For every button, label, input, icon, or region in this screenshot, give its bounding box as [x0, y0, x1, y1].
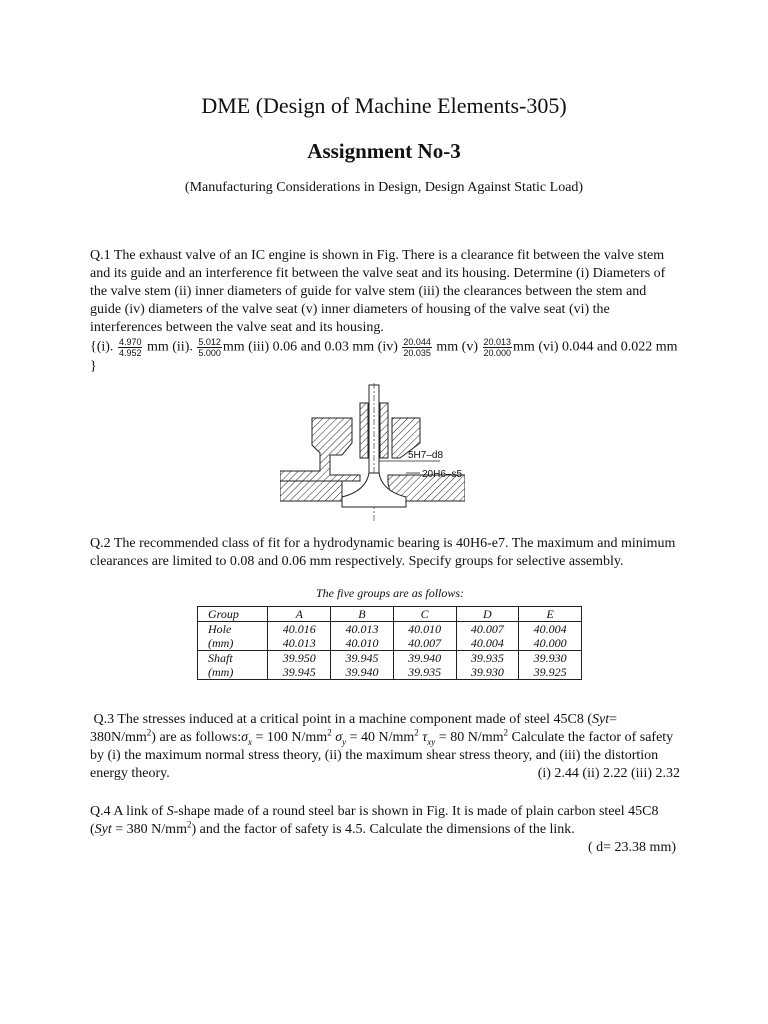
table-cell: 40.007 40.004: [456, 622, 519, 651]
group-a: A: [268, 607, 331, 622]
question-2-text: Q.2 The recommended class of fit for a hydrodynamic bearing is 40H6-e7. The maximum and minimum clearances are limited to 0.08 and 0.06 mm respectively. Specify groups for selective assembly.: [90, 536, 676, 569]
course-title: DME (Design of Machine Elements-305): [201, 93, 567, 118]
table-cell: 39.950 39.945: [268, 651, 331, 680]
question-1-text: Q.1 The exhaust valve of an IC engine is shown in Fig. There is a clearance fit between the valve stem and its guide and an interference fit between the valve seat and its housing. Determine (i) Diameters of the valve stem (ii) inner diameters of guide for valve stem (iii) the clearances between the stem and guide (iv) diameters of the valve seat (v) inner diameters of housing of the valve seat (vi) the interferences between the valve seat and its housing.: [90, 248, 666, 335]
table-cell: 40.004 40.000: [519, 622, 582, 651]
hole-row: [198, 622, 582, 651]
fraction-i: $\frac{4.970}{4.952}$: [118, 337, 142, 358]
group-b: B: [331, 607, 394, 622]
question-3-answer: (i) 2.44 (ii) 2.22 (iii) 2.32: [537, 766, 680, 781]
question-1: [90, 247, 680, 376]
seat-housing-left: [280, 481, 342, 501]
table-cell: 39.945 39.940: [331, 651, 394, 680]
valve-guide-right: [380, 403, 388, 458]
group-c: C: [393, 607, 456, 622]
fraction-ii: $\frac{5.012}{5.000}$: [198, 337, 221, 358]
table-cell: 39.940 39.935: [393, 651, 456, 680]
table-cell: 40.010 40.007: [393, 622, 456, 651]
group-header: Group: [198, 607, 268, 622]
question-2: [90, 535, 680, 571]
assignment-scope: (Manufacturing Considerations in Design, Design Against Static Load): [184, 180, 584, 195]
table-cell: 39.930 39.925: [519, 651, 582, 680]
fraction-v: $\frac{20.013}{20.000}$: [483, 337, 512, 358]
group-e: E: [519, 607, 582, 622]
table-header-row: [198, 607, 582, 622]
question-3-text: Q.3 The stresses induced at a critical point in a machine component made of steel 45C8 $(Syt= 380N/mm^2)$ are as $follows:\sigma_x = 100$ $N/mm^2$ $\sigma_y = 40$ $N/mm^2$ $\tau_{xy} = 80$ $N/mm^2$ Calculate the factor of safety by (i) the maximum normal stress theory, (ii) the maximum shear stress theory, and (iii) the distortion energy theory.: [90, 712, 674, 781]
question-3: [90, 711, 680, 783]
housing-left: [280, 418, 360, 481]
fraction-iv: $\frac{20.044}{20.035}$: [403, 337, 431, 358]
valve-guide-left: [360, 403, 368, 458]
table-cell: 39.935 39.930: [456, 651, 519, 680]
table-cell: 40.013 40.010: [331, 622, 394, 651]
group-d: D: [456, 607, 519, 622]
shaft-row: [198, 651, 582, 680]
table-cell: 40.016 40.013: [268, 622, 331, 651]
question-4-text: Q.4 A link of S-shape made of a round steel bar is shown in Fig. It is made of plain carbon steel 45C8 (Syt = 380 $N/mm^2$) and the factor of safety is 4.5. Calculate the dimensions of the link.: [90, 804, 659, 837]
seat-fit-label: 20H6–s5: [422, 469, 463, 480]
question-4-answer: ( d= 23.38 mm): [588, 840, 676, 855]
valve-figure: [280, 383, 465, 523]
table-caption: The five groups are as follows:: [315, 586, 465, 600]
groups-table: [197, 606, 582, 680]
assignment-title: Assignment No-3: [307, 139, 461, 163]
question-1-answer: {(i). $\frac{4.970}{4.952}$ mm (ii). $\frac{5.012}{5.000}$ mm (iii) 0.06 and 0.03 mm (iv) $\frac{20.044}{20.035}$ mm (v) $\frac{20.013}{20.000}$ mm (vi) 0.044 and 0.022 mm }: [90, 337, 678, 374]
shaft-label: Shaft (mm): [198, 651, 268, 680]
hole-label: Hole (mm): [198, 622, 268, 651]
question-4: [90, 803, 680, 857]
stem-fit-label: 5H7–d8: [408, 450, 444, 461]
